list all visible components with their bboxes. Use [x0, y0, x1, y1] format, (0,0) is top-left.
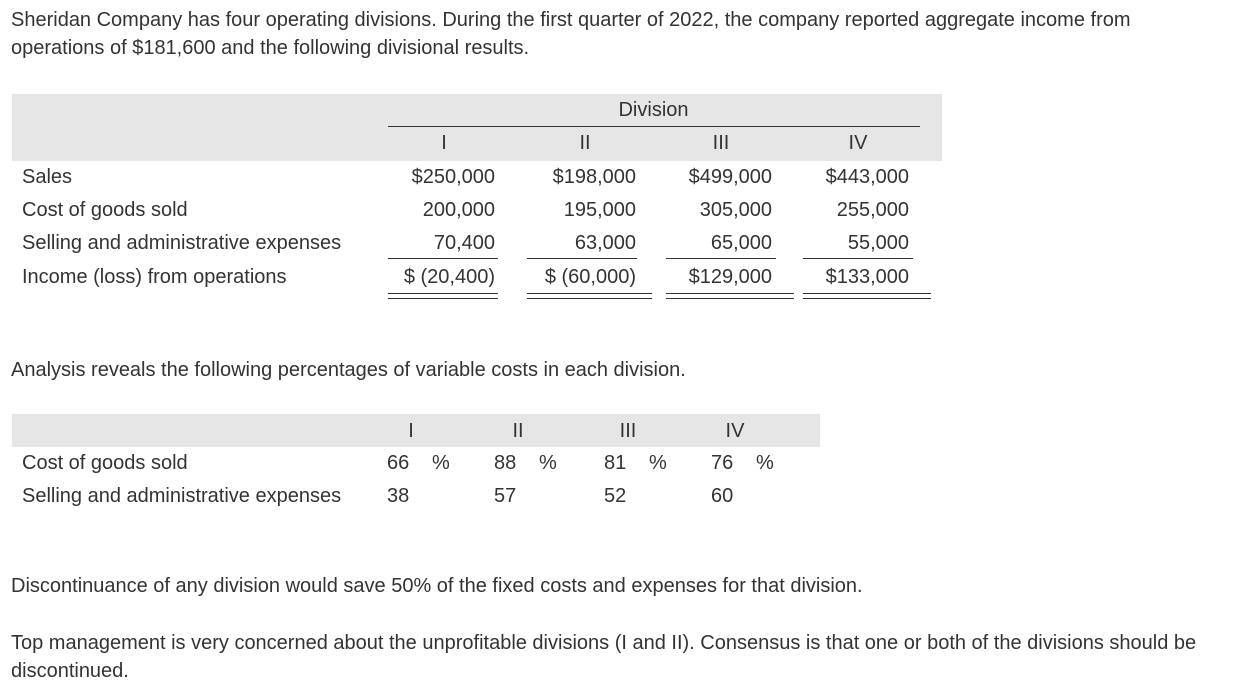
pct-cogs-iii: 81 [604, 452, 627, 474]
division-group-header: Division [618, 99, 689, 121]
pct-selling-admin-ii: 57 [494, 485, 517, 507]
subtotal-rule-ii [527, 258, 637, 259]
cell-income-loss-i: $ (20,400) [403, 266, 495, 288]
total-double-rule-i [388, 293, 498, 299]
total-double-rule-iv [803, 293, 931, 299]
discontinuance-paragraph: Discontinuance of any division would save 50% of the fixed costs and expenses for that division. [11, 575, 863, 597]
subtotal-rule-iii [666, 258, 776, 259]
cell-cogs-i: 200,000 [422, 199, 495, 221]
divisional-results-table [12, 94, 942, 309]
total-double-rule-ii [527, 293, 652, 299]
cell-income-loss-iii: $129,000 [688, 266, 772, 288]
row-label-sales: Sales [22, 166, 73, 188]
top-management-paragraph: Top management is very concerned about the unprofitable divisions (I and II). Consensus is that one or both of the divisions should be discontinued. [11, 632, 1197, 682]
pct-cogs-iv: 76 [711, 452, 734, 474]
cell-cogs-iii: 305,000 [699, 199, 772, 221]
cell-sales-iii: $499,000 [688, 166, 772, 188]
pct-selling-admin-iii: 52 [604, 485, 627, 507]
column-header-iii: III [619, 420, 637, 442]
percent-sign: % [432, 452, 450, 474]
row-label-selling-admin: Selling and administrative expenses [22, 485, 342, 507]
column-header-ii: II [512, 420, 524, 442]
column-header-iv: IV [725, 420, 745, 442]
cell-sales-i: $250,000 [411, 166, 495, 188]
row-label-income-loss: Income (loss) from operations [22, 266, 287, 288]
division-header-rule [388, 126, 920, 127]
table-header [12, 94, 942, 161]
percent-sign: % [649, 452, 667, 474]
column-header-iii: III [712, 132, 730, 154]
row-label-cogs: Cost of goods sold [22, 199, 188, 221]
cell-cogs-ii: 195,000 [563, 199, 636, 221]
analysis-paragraph: Analysis reveals the following percentages of variable costs in each division. [11, 359, 686, 381]
column-header-ii: II [579, 132, 591, 154]
cell-selling-admin-iv: 55,000 [847, 232, 909, 254]
cell-cogs-iv: 255,000 [836, 199, 909, 221]
total-double-rule-iii [666, 293, 794, 299]
table-header [12, 414, 820, 447]
pct-selling-admin-iv: 60 [711, 485, 734, 507]
cell-sales-iv: $443,000 [825, 166, 909, 188]
intro-paragraph: Sheridan Company has four operating divisions. During the first quarter of 2022, the company reported aggregate income from operations of $181,600 and the following divisional results. [11, 9, 1131, 59]
column-header-i: I [408, 420, 414, 442]
subtotal-rule-i [388, 258, 498, 259]
cell-income-loss-ii: $ (60,000) [544, 266, 636, 288]
variable-cost-percentages-table [12, 414, 820, 524]
cell-selling-admin-i: 70,400 [433, 232, 495, 254]
percent-sign: % [539, 452, 557, 474]
cell-selling-admin-iii: 65,000 [710, 232, 772, 254]
percent-sign: % [756, 452, 774, 474]
row-label-cogs: Cost of goods sold [22, 452, 188, 474]
column-header-i: I [441, 132, 447, 154]
cell-income-loss-iv: $133,000 [825, 266, 909, 288]
cell-selling-admin-ii: 63,000 [574, 232, 636, 254]
subtotal-rule-iv [803, 258, 913, 259]
pct-cogs-i: 66 [387, 452, 410, 474]
pct-selling-admin-i: 38 [387, 485, 410, 507]
row-label-selling-admin: Selling and administrative expenses [22, 232, 342, 254]
cell-sales-ii: $198,000 [552, 166, 636, 188]
pct-cogs-ii: 88 [494, 452, 517, 474]
column-header-iv: IV [848, 132, 868, 154]
